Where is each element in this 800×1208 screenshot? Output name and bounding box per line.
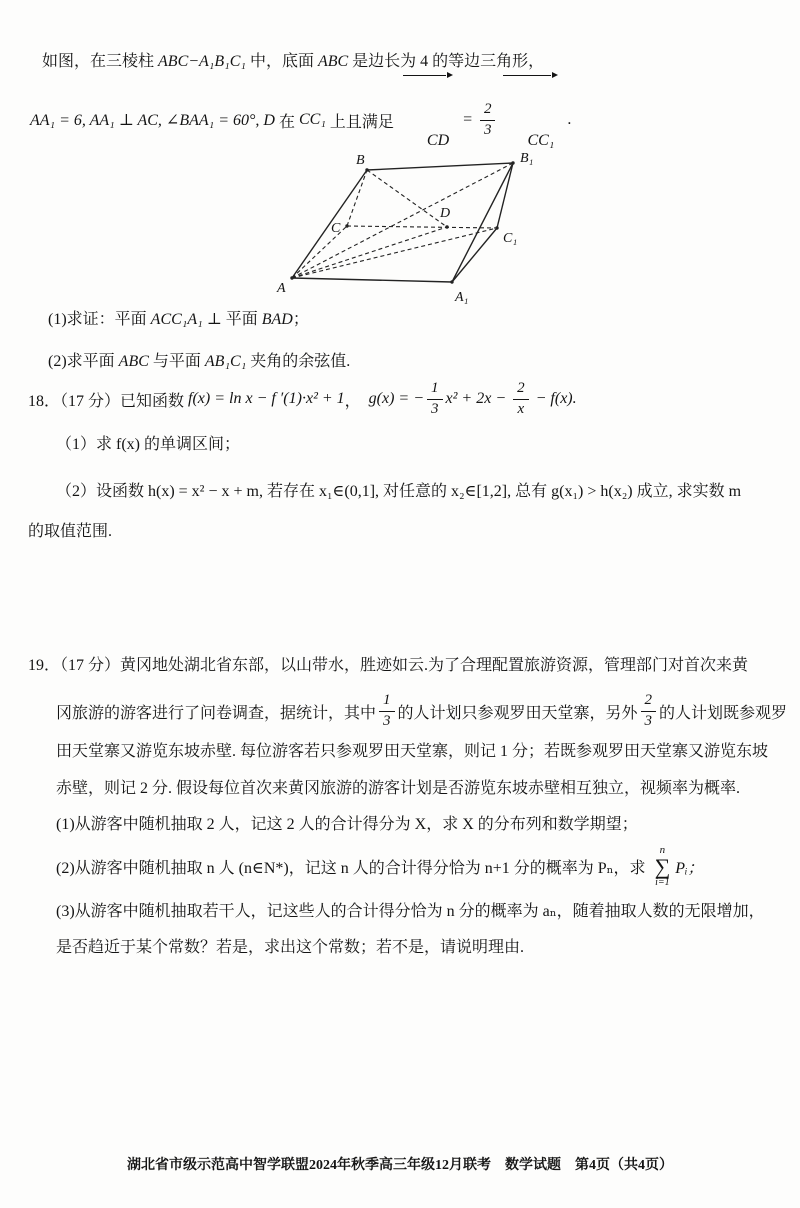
text-run: (1)从游客中随机抽取 2 人，记这 2 人的合计得分为 X，求 X 的分布列和数学期望； [56,816,638,833]
text-run: 18．（17 分）已知函数 [28,392,189,410]
text-run: ； [292,311,309,328]
p19-q3-line [56,900,765,924]
text-run: x² + 2x − [445,390,511,407]
fraction-two-thirds [641,692,657,730]
text-run: ABC [317,53,349,70]
p19-q1-line [56,813,638,837]
summation-symbol [655,845,671,888]
text-run: 与平面 [148,353,205,370]
vector-arrow-line [403,75,446,76]
text-run: CD [426,132,450,149]
fraction-one-third [427,380,443,418]
p19-q3-cont-line [56,936,524,960]
p19-q2-line [56,840,704,892]
fraction-denominator: 3 [383,712,391,729]
p17-part2-line [48,350,350,374]
fraction-denominator: 3 [644,712,653,729]
text-run: 19．（17 分）黄冈地处湖北省东部，以山带水，胜迹如云.为了合理配置旅游资源，管理部门对首次来黄 [28,657,749,674]
p17-intro-line [42,50,544,74]
p19-line4 [56,777,740,801]
p19-line3 [56,740,768,764]
text-run: 是否趋近于某个常数？若是，求出这个常数；若不是，请说明理由. [56,939,525,956]
text-run: 的人计划既参观罗 [659,704,788,722]
text-run: CC₁ [298,111,330,128]
p17-part1-line [48,308,309,332]
text-run: ABC [118,353,149,370]
text-run: 冈旅游的游客进行了问卷调查，据统计，其中 [56,704,377,722]
vector-arrow-head [552,72,558,78]
prism-svg [275,150,575,310]
fraction-denominator: x [517,400,525,417]
fraction-two-over-x [513,380,529,418]
vertex-label-a1: A₁ [455,290,469,305]
text-run: ABC−A₁B₁C₁ [158,53,246,70]
text-run: AA₁ = 6, AA₁ ⊥ AC, ∠BAA₁ = 60°, D [30,112,279,129]
text-run: g(x) = − [368,390,425,407]
text-run: 如图，在三棱柱 [42,53,159,70]
fraction-numerator: 1 [379,692,395,711]
text-run: − f(x). [531,390,577,407]
p19-line2 [56,688,787,734]
vertex-label-d: D [440,206,451,221]
p18-head-line [28,375,577,423]
fraction-denominator: 3 [483,121,492,138]
vertex-label-c1: C₁ [503,231,518,246]
p17-condition-line [30,98,572,149]
text-run: ， [344,392,369,410]
footer-text: 湖北省市级示范高中智学联盟2024年秋季高三年级12月联考 数学试题 第4页（共4页） [127,1158,673,1173]
text-run: 是边长为 4 的等边三角形， [348,53,545,70]
fraction-numerator: 2 [513,380,529,399]
p18-part1-line [56,433,240,457]
text-run: 中，底面 [245,53,318,70]
text-run: (2)求平面 [48,353,119,370]
text-run: 在 [278,113,299,131]
text-run: BAD [261,311,293,328]
fraction-two-thirds [480,101,496,139]
text-run: （1）求 f(x) 的单调区间； [56,436,240,453]
summation-lower-limit: i=1 [655,876,670,888]
text-run: (2)从游客中随机抽取 n 人 (n∈N*)，记这 n 人的合计得分恰为 n+1 分的概率为 Pₙ，求 [56,859,650,877]
p18-part2-cont-line [28,520,112,544]
text-run: 的取值范围. [28,523,113,540]
fraction-numerator: 2 [480,101,496,120]
fraction-denominator: 3 [431,400,439,417]
summation-upper-limit: n [659,843,666,856]
text-run: f(x) = ln x − f ′(1)·x² + 1 [188,390,345,407]
text-run: 的人计划只参观罗田天堂寨，另外 [397,704,638,722]
prism-hidden-edges [292,163,513,278]
text-run: (1)求证：平面 [48,311,151,328]
text-run: AB₁C₁ [204,353,247,370]
p18-part2-line [56,480,741,504]
fraction-numerator: 2 [641,692,657,711]
fraction-one-third [379,692,395,730]
text-run: . [563,111,572,128]
text-run: ACC₁A₁ [150,311,203,328]
vector-arrow-head [447,72,453,78]
vertex-label-b1: B₁ [520,151,534,166]
text-run: （2）设函数 h(x) = x² − x + m, 若存在 x₁∈(0,1], 对任意的 x₂∈[1,2], 总有 g(x₁) > h(x₂) 成立, 求实数 m [56,483,742,500]
vertex-label-a: A [277,281,286,296]
text-run: Pᵢ； [675,859,704,877]
vertex-label-c: C [331,221,341,236]
fraction-numerator: 1 [427,380,443,399]
p19-line1 [28,654,748,678]
vertex-label-b: B [356,153,365,168]
prism-figure [275,150,575,315]
sigma-icon: ∑ [654,853,671,879]
text-run: ⊥ 平面 [202,311,262,328]
text-run: 夹角的余弦值. [246,353,351,370]
text-run: 田天堂寨又游览东坡赤壁. 每位游客若只参观罗田天堂寨，则记 1 分；若既参观罗田天堂寨又游览东坡 [56,743,769,760]
text-run: = [458,111,477,128]
text-run: (3)从游客中随机抽取若干人，记这些人的合计得分恰为 n 分的概率为 aₙ，随着抽取人数的无限增加， [56,903,765,920]
text-run: CC₁ [527,132,555,149]
page-footer [0,1154,800,1174]
text-run: 上且满足 [329,113,398,131]
vector-arrow-line [503,75,551,76]
text-run: 赤壁，则记 2 分. 假设每位首次来黄冈旅游的游客计划是否游览东坡赤壁相互独立，视频率为概率. [56,780,741,797]
